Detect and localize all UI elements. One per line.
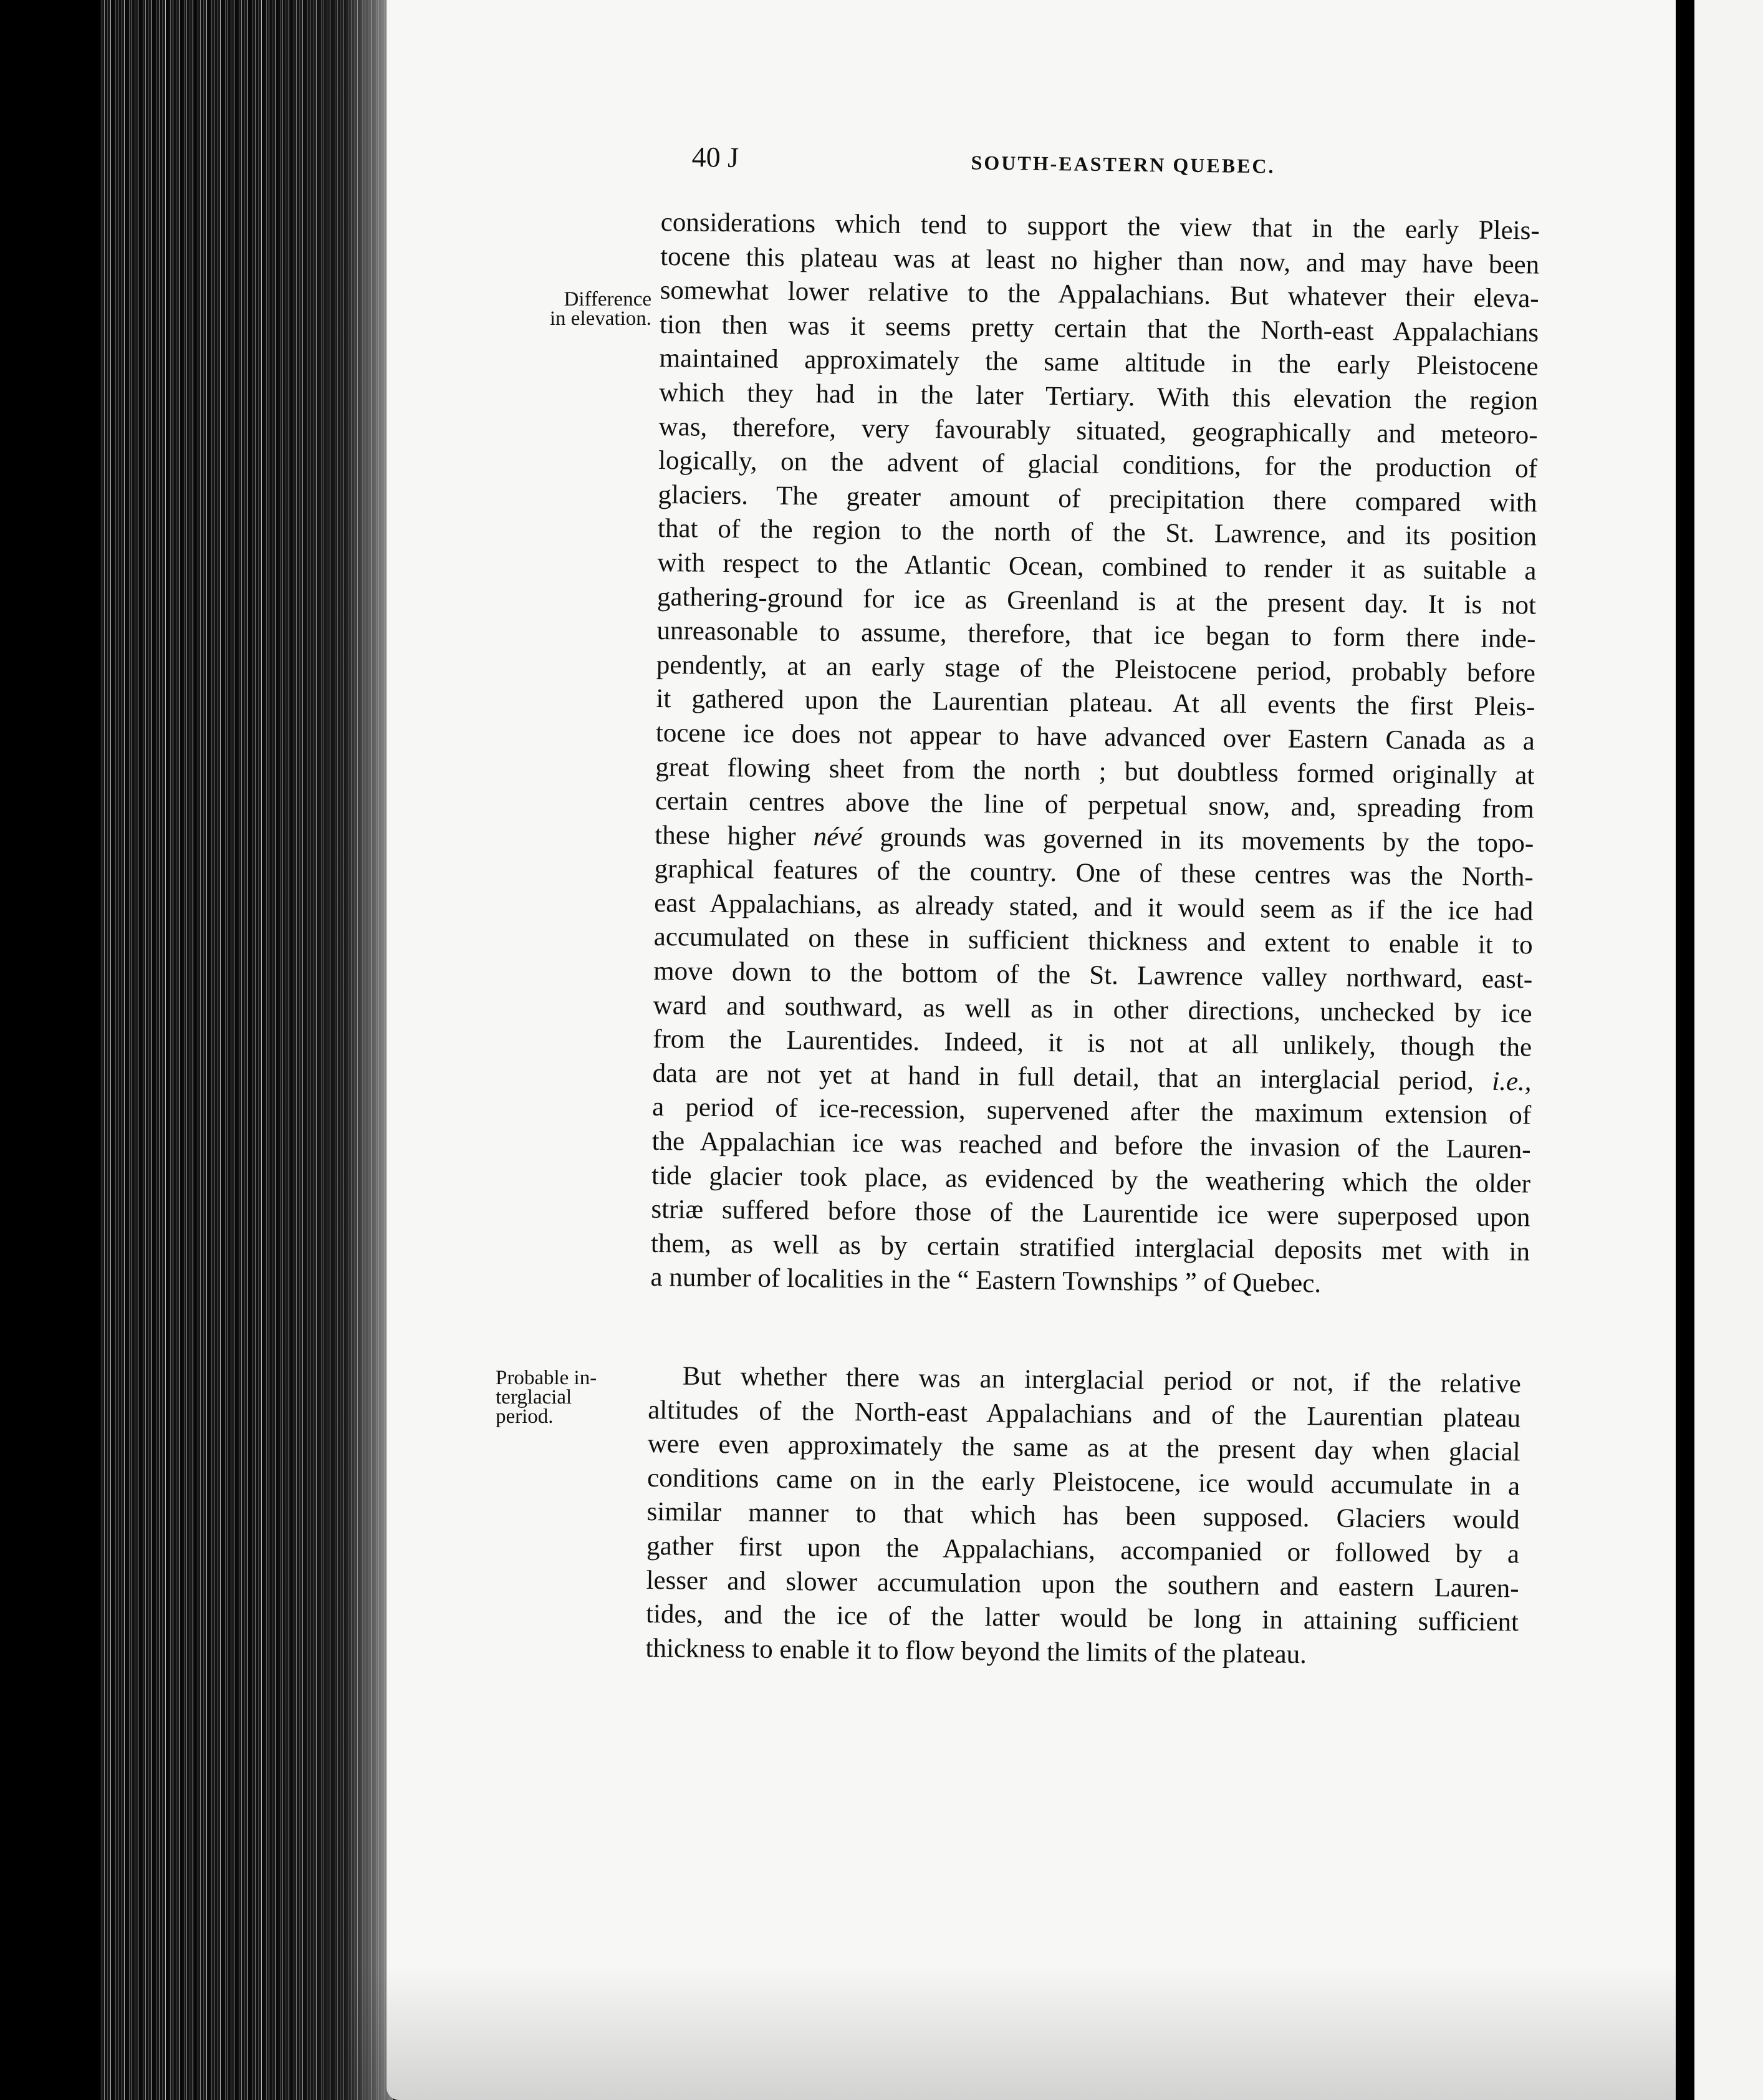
text-line: great flowing sheet from the north ; but doubtless formed originally at [655, 752, 1535, 790]
text-line: were even approximately the same as at the present day when glacial [647, 1429, 1520, 1467]
text-line: logically, on the advent of glacial conditions, for the production of [658, 446, 1538, 484]
margin-note-probable-interglacial-period [496, 1369, 627, 1427]
text-line: move down to the bottom of the St. Lawrence valley northward, east- [653, 956, 1533, 995]
text-line: ward and southward, as well as in other directions, unchecked by ice [653, 990, 1532, 1029]
text-line: them, as well as by certain stratified interglacial deposits met with in [650, 1228, 1530, 1267]
margin-note-line: terglacial [496, 1386, 572, 1409]
text-line: these higher névé grounds was governed in its movements by the topo- [655, 820, 1534, 859]
text-line: maintained approximately the same altitude in the early Pleistocene [659, 344, 1539, 382]
text-line: was, therefore, very favourably situated, geographically and meteoro- [658, 412, 1538, 450]
margin-note-line: Probable in- [496, 1367, 597, 1389]
text-line: glaciers. The greater amount of precipitation there compared with [658, 479, 1537, 518]
text-line: data are not yet at hand in full detail, that an interglacial period, i.e., [652, 1058, 1532, 1097]
text-line: But whether there was an interglacial period or not, if the relative [682, 1361, 1521, 1399]
text-line: it gathered upon the Laurentian plateau. At all events the first Pleis- [656, 684, 1535, 722]
text-line: which they had in the later Tertiary. With this elevation the region [658, 377, 1539, 416]
text-line: accumulated on these in sufficient thickness and extent to enable it to [653, 922, 1533, 960]
text-line: striæ suffered before those of the Laurentide ice were superposed upon [651, 1195, 1530, 1233]
text-line: certain centres above the line of perpetual snow, and, spreading from [655, 786, 1534, 824]
text-line: pendently, at an early stage of the Pleistocene period, probably before [656, 650, 1536, 688]
text-line: lesser and slower accumulation upon the southern and eastern Lauren- [646, 1565, 1519, 1603]
body-paragraph-2 [645, 1359, 1521, 1674]
margin-note-line: in elevation. [549, 307, 651, 330]
body-paragraph-1 [650, 206, 1540, 1303]
binding-shadow [268, 0, 393, 2100]
text-line: a number of localities in the “ Eastern Townships ” of Quebec. [650, 1263, 1322, 1299]
text-line: with respect to the Atlantic Ocean, combined to render it as suitable a [657, 547, 1537, 586]
text-line: gathering-ground for ice as Greenland is at the present day. It is not [656, 582, 1537, 620]
text-line: tocene ice does not appear to have advanced over Eastern Canada as a [655, 718, 1535, 756]
text-line: similar manner to that which has been supposed. Glaciers would [646, 1497, 1520, 1535]
text-line: tides, and the ice of the latter would be long in attaining sufficient [645, 1599, 1519, 1637]
text-line: conditions came on in the early Pleistocene, ice would accumulate in a [646, 1463, 1520, 1501]
page-bottom-shadow [349, 1964, 1677, 2100]
text-line: tocene this plateau was at least no higher than now, and may have been [660, 241, 1540, 280]
text-line: tide glacier took place, as evidenced by the weathering which the older [651, 1160, 1531, 1199]
margin-note-difference-in-elevation [527, 290, 651, 329]
text-line: from the Laurentides. Indeed, it is not at all unlikely, though the [652, 1024, 1532, 1062]
margin-note-line: Difference [564, 288, 651, 311]
text-line: the Appalachian ice was reached and before the invasion of the Lauren- [651, 1126, 1531, 1165]
text-line: considerations which tend to support the view that in the early Pleis- [660, 207, 1540, 246]
text-line: altitudes of the North-east Appalachians and of the Laurentian plateau [647, 1395, 1521, 1433]
text-line: graphical features of the country. One of these centres was the North- [654, 854, 1534, 892]
page-header-title: SOUTH-EASTERN QUEBEC. [971, 151, 1275, 178]
text-line: that of the region to the north of the St. Lawrence, and its position [657, 514, 1537, 552]
running-head [691, 140, 1284, 185]
facing-page-edge [1694, 0, 1763, 2100]
page-number: 40 J [691, 140, 739, 173]
text-line: gather first upon the Appalachians, accompanied or followed by a [646, 1531, 1520, 1569]
text-line: unreasonable to assume, therefore, that ice began to form there inde- [656, 616, 1536, 654]
text-line: somewhat lower relative to the Appalachians. But whatever their eleva- [660, 276, 1539, 314]
text-line: tion then was it seems pretty certain that the North-east Appalachians [659, 309, 1539, 348]
margin-note-line: period. [496, 1405, 554, 1428]
text-line: a period of ice-recession, supervened after the maximum extension of [651, 1092, 1532, 1130]
text-line: east Appalachians, as already stated, and it would seem as if the ice had [654, 888, 1534, 927]
text-line: thickness to enable it to flow beyond the limits of the plateau. [645, 1633, 1307, 1669]
right-gutter [1676, 0, 1694, 2100]
